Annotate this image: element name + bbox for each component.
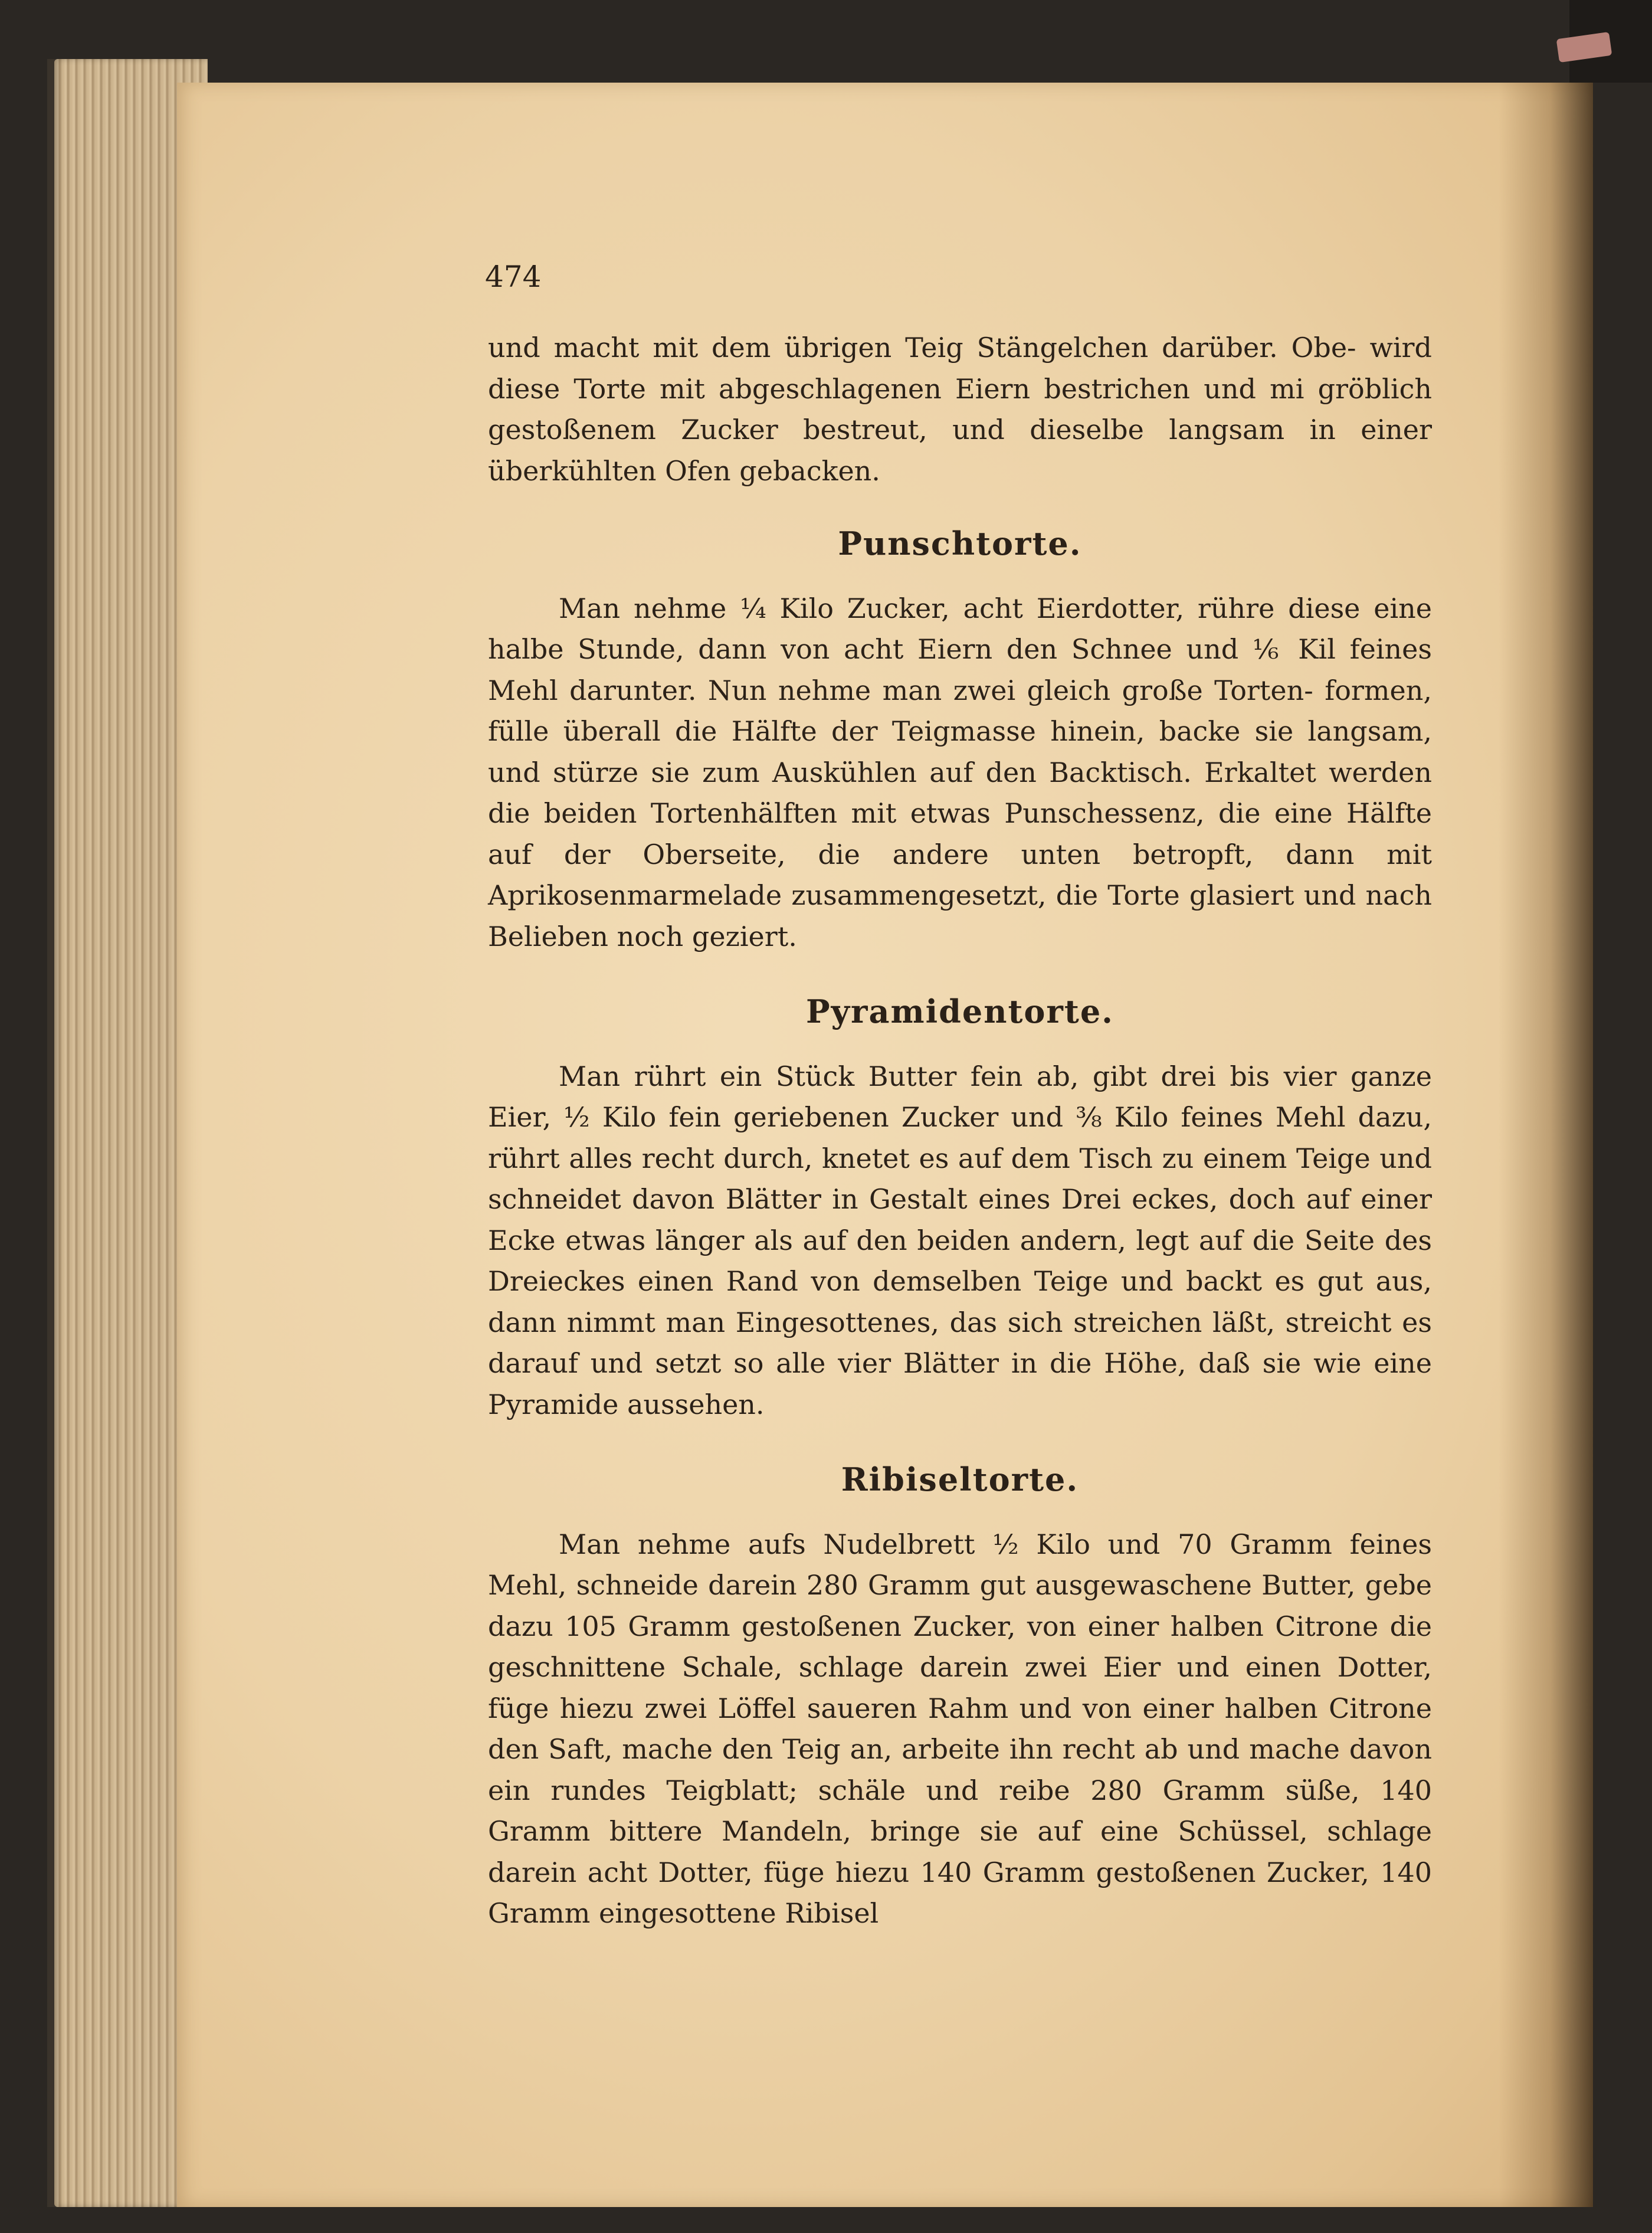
section-heading-pyramidentorte: Pyramidentorte. <box>806 993 1114 1030</box>
intro-paragraph: und macht mit dem übrigen Teig Stängelchen darüber. Obe- wird diese Torte mit abgeschlagenen Eiern bestrichen und mi gröblich gestoßenem Zucker bestreut, und dieselbe langsam in einer überkühlten Ofen gebacken. <box>488 332 1432 487</box>
section-heading-punschtorte: Punschtorte. <box>838 525 1082 562</box>
section-body-pyramidentorte: Man rührt ein Stück Butter fein ab, gibt drei bis vier ganze Eier, ½ Kilo fein geriebenen Zucker und ⅜ Kilo feines Mehl dazu, rührt alles recht durch, knetet es auf dem Tisch zu einem Teige und schneidet davon Blätter in Gestalt eines Drei eckes, doch auf einer Ecke etwas länger als auf den beiden andern, legt auf die Seite des Dreieckes einen Rand von demselben Teige und backt es gut aus, dann nimmt man Eingesottenes, das sich streichen läßt, streicht es darauf und setzt so alle vier Blätter in die Höhe, daß sie wie eine Pyramide aussehen. <box>488 1060 1432 1420</box>
page-gutter <box>1499 83 1593 2207</box>
section-body-punschtorte: Man nehme ¼ Kilo Zucker, acht Eierdotter, rühre diese eine halbe Stunde, dann von acht Eiern den Schnee und ⅙ Kil feines Mehl darunter. Nun nehme man zwei gleich große Torten- formen, fülle überall die Hälfte der Teigmasse hinein, backe sie langsam, und stürze sie zum Auskühlen auf den Backtisch. Erkaltet werden die beiden Tortenhälften mit etwas Punschessenz, die eine Hälfte auf der Oberseite, die andere unten betropft, dann mit Aprikosenmarmelade zusammengesetzt, die Torte glasiert und nach Belieben noch geziert. <box>488 592 1432 952</box>
section-body-ribiseltorte: Man nehme aufs Nudelbrett ½ Kilo und 70 Gramm feines Mehl, schneide darein 280 Gramm gut ausgewaschene Butter, gebe dazu 105 Gramm gestoßenen Zucker, von einer halben Citrone die geschnittene Schale, schlage darein zwei Eier und einen Dotter, füge hiezu zwei Löffel saueren Rahm und von einer halben Citrone den Saft, mache den Teig an, arbeite ihn recht ab und mache davon ein rundes Teigblatt; schäle und reibe 280 Gramm süße, 140 Gramm bittere Mandeln, bringe sie auf eine Schüssel, schlage darein acht Dotter, füge hiezu 140 Gramm gestoßenen Zucker, 140 Gramm eingesottene Ribisel <box>488 1528 1432 1929</box>
section-heading-ribiseltorte: Ribiseltorte. <box>841 1461 1079 1498</box>
page-content <box>488 328 1432 1934</box>
page-number: 474 <box>485 260 542 294</box>
